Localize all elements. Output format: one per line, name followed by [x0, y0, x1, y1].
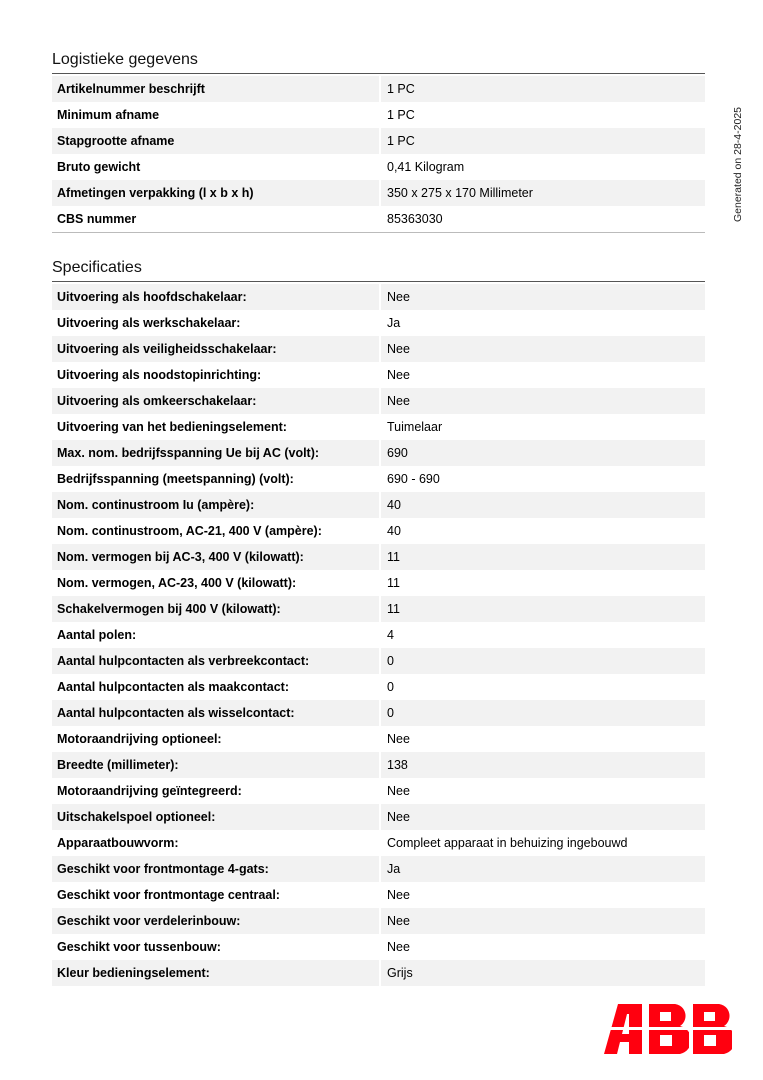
spec-value: Nee — [380, 778, 705, 804]
logistics-label: Artikelnummer beschrijft — [52, 76, 380, 102]
spec-row — [52, 440, 705, 466]
spec-label: Uitvoering als hoofdschakelaar: — [52, 284, 380, 310]
spec-row — [52, 882, 705, 908]
spec-value: 40 — [380, 518, 705, 544]
logistics-title: Logistieke gegevens — [52, 51, 198, 68]
logistics-row — [52, 180, 705, 206]
spec-label: Apparaatbouwvorm: — [52, 830, 380, 856]
spec-value: 138 — [380, 752, 705, 778]
spec-label: Uitvoering als noodstopinrichting: — [52, 362, 380, 388]
spec-label: Geschikt voor frontmontage 4-gats: — [52, 856, 380, 882]
spec-label: Schakelvermogen bij 400 V (kilowatt): — [52, 596, 380, 622]
logistics-row — [52, 76, 705, 102]
spec-value: Nee — [380, 908, 705, 934]
logistics-label: Afmetingen verpakking (l x b x h) — [52, 180, 380, 206]
spec-value: Nee — [380, 934, 705, 960]
spec-value: 0 — [380, 674, 705, 700]
logistics-value: 350 x 275 x 170 Millimeter — [380, 180, 705, 206]
spec-label: Max. nom. bedrijfsspanning Ue bij AC (volt): — [52, 440, 380, 466]
spec-value: 690 — [380, 440, 705, 466]
spec-label: Aantal hulpcontacten als maakcontact: — [52, 674, 380, 700]
spec-value: Ja — [380, 856, 705, 882]
logistics-value: 1 PC — [380, 128, 705, 154]
spec-row — [52, 752, 705, 778]
spec-row — [52, 414, 705, 440]
spec-label: Nom. vermogen, AC-23, 400 V (kilowatt): — [52, 570, 380, 596]
spec-value: Nee — [380, 284, 705, 310]
spec-row — [52, 310, 705, 336]
spec-label: Nom. vermogen bij AC-3, 400 V (kilowatt): — [52, 544, 380, 570]
spec-value: Nee — [380, 336, 705, 362]
logistics-row — [52, 206, 705, 232]
spec-label: Aantal hulpcontacten als verbreekcontact: — [52, 648, 380, 674]
spec-value: Nee — [380, 882, 705, 908]
logistics-end-rule — [52, 232, 705, 233]
spec-row — [52, 492, 705, 518]
spec-row — [52, 362, 705, 388]
spec-row — [52, 284, 705, 310]
logistics-value: 1 PC — [380, 102, 705, 128]
spec-value: Tuimelaar — [380, 414, 705, 440]
spec-row — [52, 544, 705, 570]
spec-label: Nom. continustroom, AC-21, 400 V (ampère): — [52, 518, 380, 544]
spec-label: Aantal hulpcontacten als wisselcontact: — [52, 700, 380, 726]
spec-row — [52, 518, 705, 544]
abb-logo — [604, 1004, 732, 1054]
spec-row — [52, 778, 705, 804]
spec-label: Uitvoering als veiligheidsschakelaar: — [52, 336, 380, 362]
spec-value: Compleet apparaat in behuizing ingebouwd — [380, 830, 705, 856]
spec-label: Geschikt voor frontmontage centraal: — [52, 882, 380, 908]
specs-title: Specificaties — [52, 259, 142, 276]
spec-row — [52, 336, 705, 362]
logistics-value: 85363030 — [380, 206, 705, 232]
spec-label: Uitvoering als omkeerschakelaar: — [52, 388, 380, 414]
spec-value: 0 — [380, 700, 705, 726]
spec-row — [52, 908, 705, 934]
logistics-row — [52, 128, 705, 154]
logistics-label: Bruto gewicht — [52, 154, 380, 180]
spec-label: Breedte (millimeter): — [52, 752, 380, 778]
spec-row — [52, 934, 705, 960]
spec-row — [52, 596, 705, 622]
spec-label: Uitschakelspoel optioneel: — [52, 804, 380, 830]
logistics-table — [52, 76, 705, 232]
logistics-value: 0,41 Kilogram — [380, 154, 705, 180]
spec-row — [52, 830, 705, 856]
spec-row — [52, 674, 705, 700]
spec-label: Motoraandrijving geïntegreerd: — [52, 778, 380, 804]
spec-label: Geschikt voor tussenbouw: — [52, 934, 380, 960]
spec-label: Nom. continustroom Iu (ampère): — [52, 492, 380, 518]
spec-row — [52, 726, 705, 752]
spec-row — [52, 960, 705, 986]
spec-value: 690 - 690 — [380, 466, 705, 492]
spec-label: Aantal polen: — [52, 622, 380, 648]
spec-row — [52, 648, 705, 674]
spec-value: Ja — [380, 310, 705, 336]
specs-rule — [52, 281, 705, 282]
spec-value: 0 — [380, 648, 705, 674]
logistics-label: Stapgrootte afname — [52, 128, 380, 154]
spec-row — [52, 466, 705, 492]
spec-value: 40 — [380, 492, 705, 518]
logistics-value: 1 PC — [380, 76, 705, 102]
logistics-label: Minimum afname — [52, 102, 380, 128]
logistics-row — [52, 102, 705, 128]
spec-value: 11 — [380, 570, 705, 596]
spec-value: Nee — [380, 726, 705, 752]
logistics-rule — [52, 73, 705, 74]
spec-value: Nee — [380, 388, 705, 414]
spec-value: 4 — [380, 622, 705, 648]
spec-label: Kleur bedieningselement: — [52, 960, 380, 986]
spec-label: Bedrijfsspanning (meetspanning) (volt): — [52, 466, 380, 492]
spec-value: 11 — [380, 544, 705, 570]
spec-label: Motoraandrijving optioneel: — [52, 726, 380, 752]
spec-value: 11 — [380, 596, 705, 622]
spec-label: Geschikt voor verdelerinbouw: — [52, 908, 380, 934]
spec-value: Nee — [380, 804, 705, 830]
generated-date: Generated on 28-4-2025 — [732, 106, 744, 222]
spec-row — [52, 700, 705, 726]
spec-row — [52, 388, 705, 414]
specs-table — [52, 284, 705, 986]
logistics-label: CBS nummer — [52, 206, 380, 232]
spec-value: Grijs — [380, 960, 705, 986]
logistics-row — [52, 154, 705, 180]
spec-row — [52, 570, 705, 596]
spec-row — [52, 804, 705, 830]
spec-label: Uitvoering van het bedieningselement: — [52, 414, 380, 440]
spec-row — [52, 856, 705, 882]
spec-row — [52, 622, 705, 648]
spec-label: Uitvoering als werkschakelaar: — [52, 310, 380, 336]
spec-value: Nee — [380, 362, 705, 388]
